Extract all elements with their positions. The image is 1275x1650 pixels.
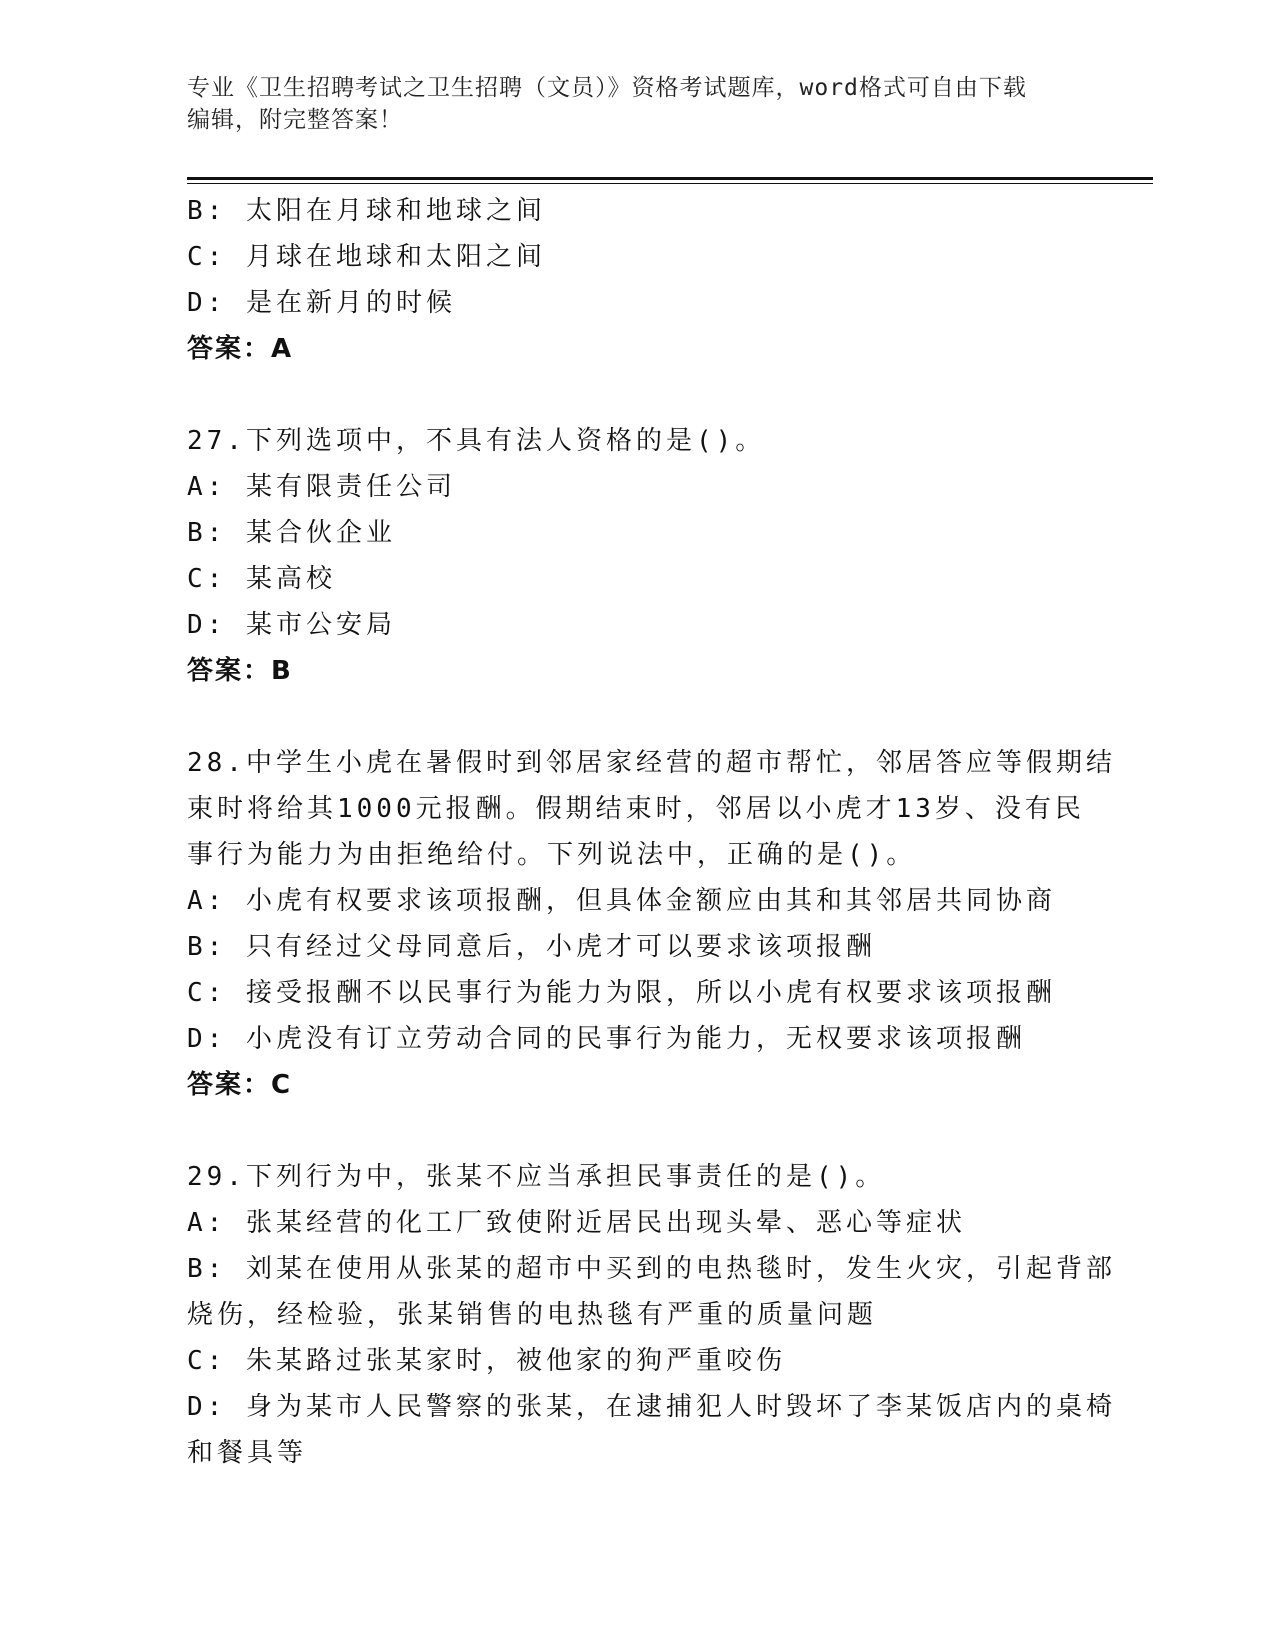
header-line-2: 编辑，附完整答案！	[187, 107, 403, 133]
question-26-tail	[187, 188, 1087, 372]
option-c: C: 某高校	[187, 564, 336, 594]
question-29	[187, 1154, 1116, 1476]
header-line-1: 专业《卫生招聘考试之卫生招聘（文员）》资格考试题库，word格式可自由下载	[187, 75, 1027, 101]
option-b-line-1: B: 刘某在使用从张某的超市中买到的电热毯时，发生火灾，引起背部	[187, 1254, 1116, 1284]
option-a: A: 小虎有权要求该项报酬，但具体金额应由其和其邻居共同协商	[187, 886, 1056, 916]
question-stem-line-1: 28.中学生小虎在暑假时到邻居家经营的超市帮忙，邻居答应等假期结	[187, 748, 1116, 778]
question-27	[187, 418, 1087, 694]
answer-line: 答案：B	[187, 656, 293, 686]
question-stem-line-2: 束时将给其1000元报酬。假期结束时，邻居以小虎才13岁、没有民	[187, 794, 1085, 824]
question-content	[187, 188, 1116, 1476]
option-b: B: 只有经过父母同意后，小虎才可以要求该项报酬	[187, 932, 876, 962]
header-divider-thick	[187, 177, 1153, 180]
option-c: C: 接受报酬不以民事行为能力为限，所以小虎有权要求该项报酬	[187, 978, 1056, 1008]
question-stem: 27.下列选项中，不具有法人资格的是()。	[187, 426, 766, 456]
answer-line: 答案：A	[187, 334, 294, 364]
option-a: A: 张某经营的化工厂致使附近居民出现头晕、恶心等症状	[187, 1208, 966, 1238]
option-c: C: 月球在地球和太阳之间	[187, 242, 546, 272]
document-header	[187, 72, 1077, 136]
option-d: D: 某市公安局	[187, 610, 396, 640]
question-stem: 29.下列行为中，张某不应当承担民事责任的是()。	[187, 1162, 886, 1192]
option-b-line-2: 烧伤，经检验，张某销售的电热毯有严重的质量问题	[187, 1300, 878, 1330]
question-28	[187, 740, 1116, 1108]
option-d-line-1: D: 身为某市人民警察的张某，在逮捕犯人时毁坏了李某饭店内的桌椅	[187, 1392, 1116, 1422]
option-b: B: 某合伙企业	[187, 518, 396, 548]
option-d-line-2: 和餐具等	[187, 1438, 308, 1468]
option-d: D: 是在新月的时候	[187, 288, 456, 318]
option-d: D: 小虎没有订立劳动合同的民事行为能力，无权要求该项报酬	[187, 1024, 1026, 1054]
option-a: A: 某有限责任公司	[187, 472, 456, 502]
question-stem-line-3: 事行为能力为由拒绝给付。下列说法中，正确的是()。	[187, 840, 917, 870]
answer-line: 答案：C	[187, 1070, 293, 1100]
option-c: C: 朱某路过张某家时，被他家的狗严重咬伤	[187, 1346, 786, 1376]
option-b: B: 太阳在月球和地球之间	[187, 196, 546, 226]
header-divider-thin	[187, 183, 1153, 184]
